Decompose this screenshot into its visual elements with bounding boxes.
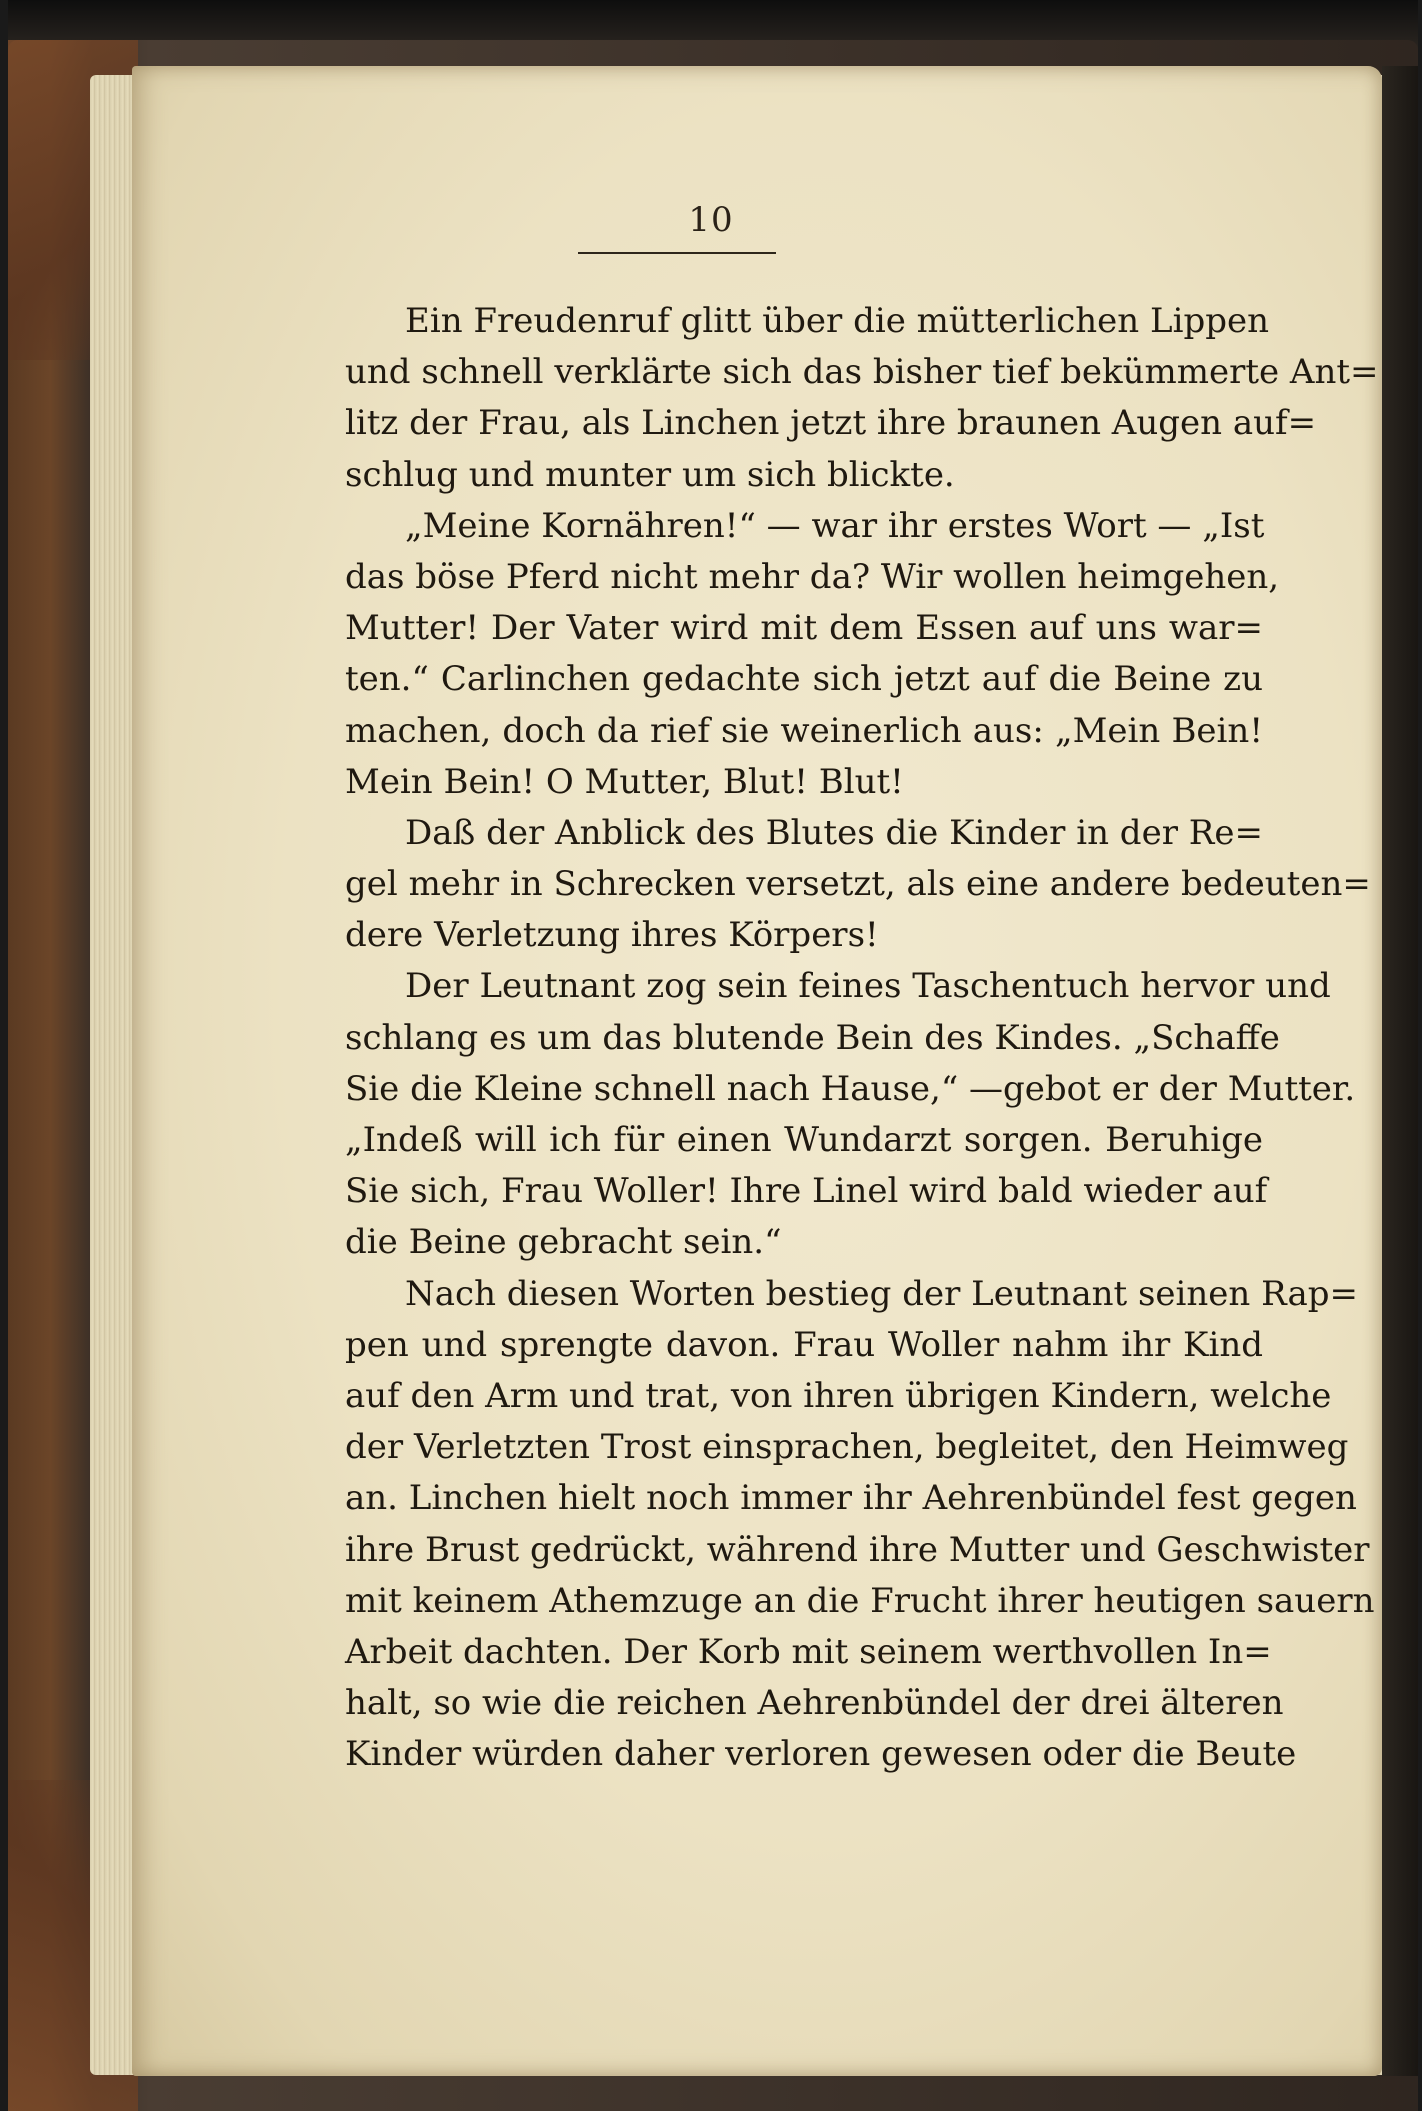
text-line: Kinder würden daher verloren gewesen oder die Beute (345, 1734, 1297, 1775)
text-line: Nach diesen Worten bestieg der Leutnant seinen Rap= (405, 1273, 1359, 1314)
text-line: und schnell verklärte sich das bisher tief bekümmerte Ant= (345, 352, 1379, 393)
text-line: ten.“ Carlinchen gedachte sich jetzt auf die Beine zu (345, 659, 1263, 700)
text-line: Sie die Kleine schnell nach Hause,“ —gebot er der Mutter. (345, 1068, 1356, 1109)
text-line: an. Linchen hielt noch immer ihr Aehrenbündel fest gegen (345, 1478, 1357, 1519)
text-line: schlang es um das blutende Bein des Kindes. „Schaffe (345, 1017, 1280, 1058)
book-spine-shadow (1382, 66, 1418, 2076)
text-line: ihre Brust gedrückt, während ihre Mutter und Geschwister (345, 1529, 1370, 1570)
text-line: das böse Pferd nicht mehr da? Wir wollen heimgehen, (345, 556, 1280, 597)
text-line: Der Leutnant zog sein feines Taschentuch hervor und (405, 966, 1331, 1007)
text-line: Arbeit dachten. Der Korb mit seinem werthvollen In= (345, 1631, 1272, 1672)
text-line: Mutter! Der Vater wird mit dem Essen auf uns war= (345, 608, 1263, 649)
body-text (345, 296, 1379, 1780)
page-number: 10 (688, 200, 734, 240)
text-line: halt, so wie die reichen Aehrenbündel der drei älteren (345, 1683, 1284, 1724)
text-line: Ein Freudenruf glitt über die mütterlichen Lippen (405, 301, 1269, 341)
text-line: schlug und munter um sich blickte. (345, 454, 955, 495)
text-line: Sie sich, Frau Woller! Ihre Linel wird bald wieder auf (345, 1171, 1268, 1212)
text-line: der Verletzten Trost einsprachen, begleitet, den Heimweg (345, 1427, 1349, 1468)
text-line: Daß der Anblick des Blutes die Kinder in der Re= (405, 812, 1263, 853)
text-line: dere Verletzung ihres Körpers! (345, 915, 879, 956)
header-rule (578, 252, 776, 254)
text-line: gel mehr in Schrecken versetzt, als eine andere bedeuten= (345, 864, 1371, 905)
text-line: auf den Arm und trat, von ihren übrigen Kindern, welche (345, 1375, 1332, 1416)
text-line: „Indeß will ich für einen Wundarzt sorgen. Beruhige (345, 1120, 1263, 1160)
text-line: Mein Bein! O Mutter, Blut! Blut! (345, 761, 904, 802)
text-line: „Meine Kornähren!“ — war ihr erstes Wort — „Ist (405, 505, 1265, 546)
text-line: pen und sprengte davon. Frau Woller nahm ihr Kind (345, 1324, 1263, 1365)
text-line: machen, doch da rief sie weinerlich aus: „Mein Bein! (345, 710, 1263, 751)
text-line: litz der Frau, als Linchen jetzt ihre braunen Augen auf= (345, 403, 1317, 444)
text-line: mit keinem Athemzuge an die Frucht ihrer heutigen sauern (345, 1580, 1375, 1621)
text-line: die Beine gebracht sein.“ (345, 1222, 782, 1263)
